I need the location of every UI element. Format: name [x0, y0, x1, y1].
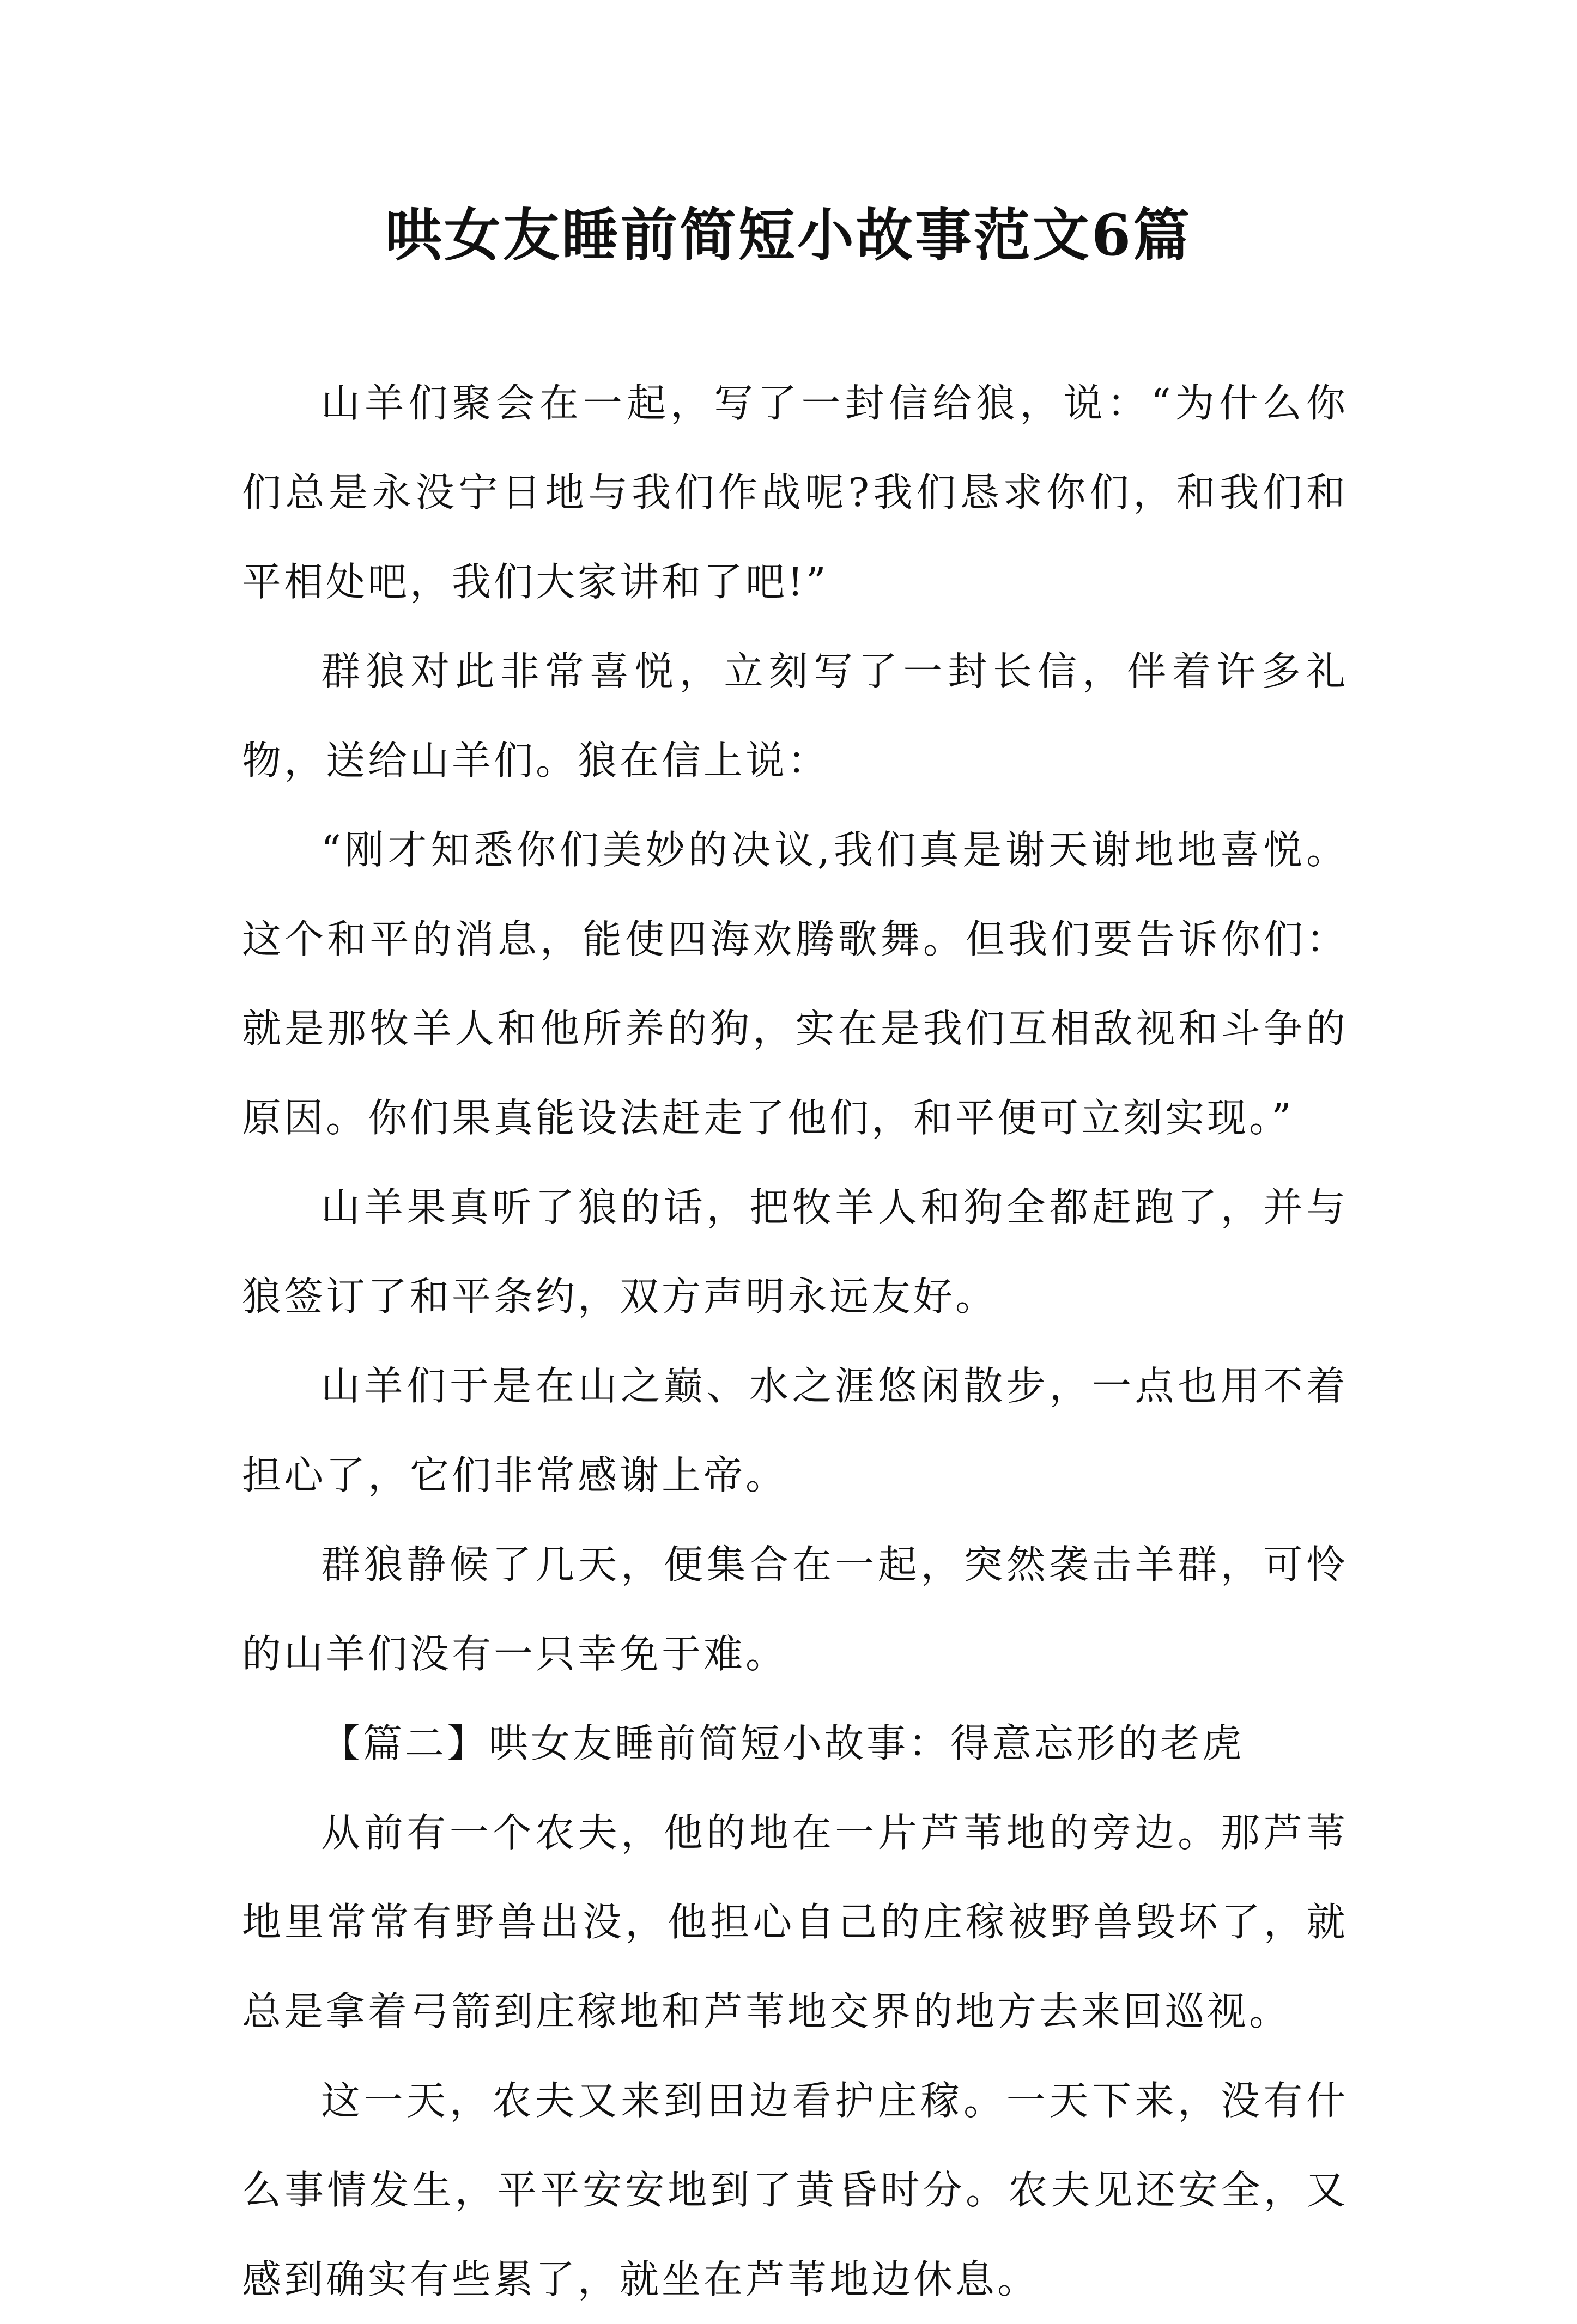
- paragraph-7: 从前有一个农夫，他的地在一片芦苇地的旁边。那芦苇地里常常有野兽出没，他担心自己的庄稼被野兽毁坏了，就总是拿着弓箭到庄稼地和芦苇地交界的地方去来回巡视。: [242, 1810, 1348, 2034]
- paragraph-1: 山羊们聚会在一起，写了一封信给狼，说：“为什么你们总是永没宁日地与我们作战呢?我们恳求你们，和我们和平相处吧，我们大家讲和了吧!”: [242, 380, 1348, 605]
- section-heading: 【篇二】哄女友睡前简短小故事：得意忘形的老虎: [321, 1720, 1245, 1766]
- paragraph-8: 这一天，农夫又来到田边看护庄稼。一天下来，没有什么事情发生，平平安安地到了黄昏时分。农夫见还安全，又感到确实有些累了，就坐在芦苇地边休息。: [242, 2078, 1348, 2302]
- document-title: 哄女友睡前简短小故事范文6篇: [385, 202, 1192, 269]
- document-body: [242, 358, 1348, 2324]
- paragraph-5: 山羊们于是在山之巅、水之涯悠闲散步，一点也用不着担心了，它们非常感谢上帝。: [242, 1363, 1348, 1498]
- paragraph-2: 群狼对此非常喜悦，立刻写了一封长信，伴着许多礼物，送给山羊们。狼在信上说：: [242, 648, 1348, 783]
- paragraph-4: 山羊果真听了狼的话，把牧羊人和狗全都赶跑了，并与狼签订了和平条约，双方声明永远友好。: [242, 1184, 1348, 1319]
- paragraph-6: 群狼静候了几天，便集合在一起，突然袭击羊群，可怜的山羊们没有一只幸免于难。: [242, 1542, 1348, 1677]
- paragraph-3: “刚才知悉你们美妙的决议,我们真是谢天谢地地喜悦。这个和平的消息，能使四海欢腾歌舞。但我们要告诉你们：就是那牧羊人和他所养的狗，实在是我们互相敌视和斗争的原因。你们果真能设法赶走了他们，和平便可立刻实现。”: [242, 827, 1348, 1141]
